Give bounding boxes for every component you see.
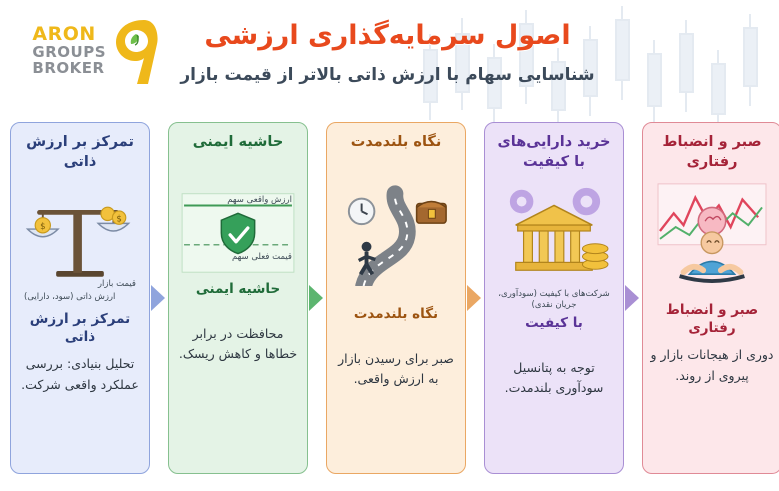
card-subtitle: نگاه بلندمدت — [353, 306, 439, 322]
svg-text:$: $ — [116, 214, 122, 225]
chevron-right-arrow-icon-1 — [150, 122, 168, 474]
footer-spacer — [0, 474, 779, 491]
header — [0, 0, 779, 122]
card-body: تحلیل بنیادی: بررسی عملکرد واقعی شرکت. — [21, 356, 139, 392]
brand-logo — [10, 8, 162, 88]
card-head: حاشیه ایمنی — [192, 134, 284, 150]
card-subtitle: با کیفیت — [525, 314, 583, 331]
card-note-current-price: قیمت فعلی سهم — [231, 252, 292, 263]
card-long-term-view[interactable] — [326, 122, 466, 474]
card-intrinsic-value[interactable] — [10, 122, 150, 474]
card-margin-of-safety[interactable] — [168, 122, 308, 474]
card-subtitle: حاشیه ایمنی — [195, 280, 281, 297]
logo-line-2: GROUPS — [32, 43, 106, 62]
card-note-intrinsic-value: ارزش ذاتی (سود، دارایی) — [24, 292, 116, 303]
shield-check-icon — [176, 177, 300, 285]
card-note-real-value: ارزش واقعی سهم — [227, 195, 292, 205]
aron-9-leaf-logo-icon — [110, 14, 162, 88]
meditating-person-brain-chart-icon — [650, 177, 774, 285]
winding-road-clock-treasure-icon — [334, 177, 458, 285]
title-block — [162, 8, 613, 85]
card-subtitle: صبر و انضباط رفتاری — [665, 302, 759, 337]
card-head: صبر و انضباط رفتاری — [662, 134, 762, 170]
card-body: صبر برای رسیدن بازار به ارزش واقعی. — [338, 351, 454, 387]
balance-scale-icon — [18, 177, 142, 285]
card-discipline[interactable] — [642, 122, 779, 474]
card-body: توجه به پتانسیل سودآوری بلندمدت. — [504, 359, 604, 396]
principles-row — [0, 122, 779, 474]
bank-gears-coins-icon — [492, 177, 616, 285]
chevron-right-arrow-icon-2 — [308, 122, 326, 474]
card-body: دوری از هیجانات بازار و پیروی از روند. — [650, 347, 774, 383]
card-head: نگاه بلندمدت — [350, 134, 442, 150]
page-title: اصول سرمایه‌گذاری ارزشی — [204, 20, 571, 51]
card-head: خرید دارایی‌های با کیفیت — [497, 134, 611, 170]
card-subtitle: تمرکز بر ارزش ذاتی — [29, 310, 131, 346]
card-head: تمرکز بر ارزش ذاتی — [26, 134, 134, 170]
card-body: محافظت در برابر خطاها و کاهش ریسک. — [178, 325, 298, 362]
logo-line-1: ARON — [32, 23, 96, 46]
card-note-market-price: قیمت بازار — [97, 279, 136, 289]
logo-line-3: BROKER — [32, 58, 105, 77]
page-subtitle: شناسایی سهام با ارزش ذاتی بالاتر از قیمت بازار — [180, 65, 595, 85]
card-note-quality-companies: شرکت‌های با کیفیت (سودآوری، جریان نقدی) — [498, 289, 610, 311]
chevron-right-arrow-icon-3 — [466, 122, 484, 474]
chevron-right-arrow-icon-4 — [624, 122, 642, 474]
card-quality-assets[interactable] — [484, 122, 624, 474]
svg-text:$: $ — [40, 222, 46, 233]
